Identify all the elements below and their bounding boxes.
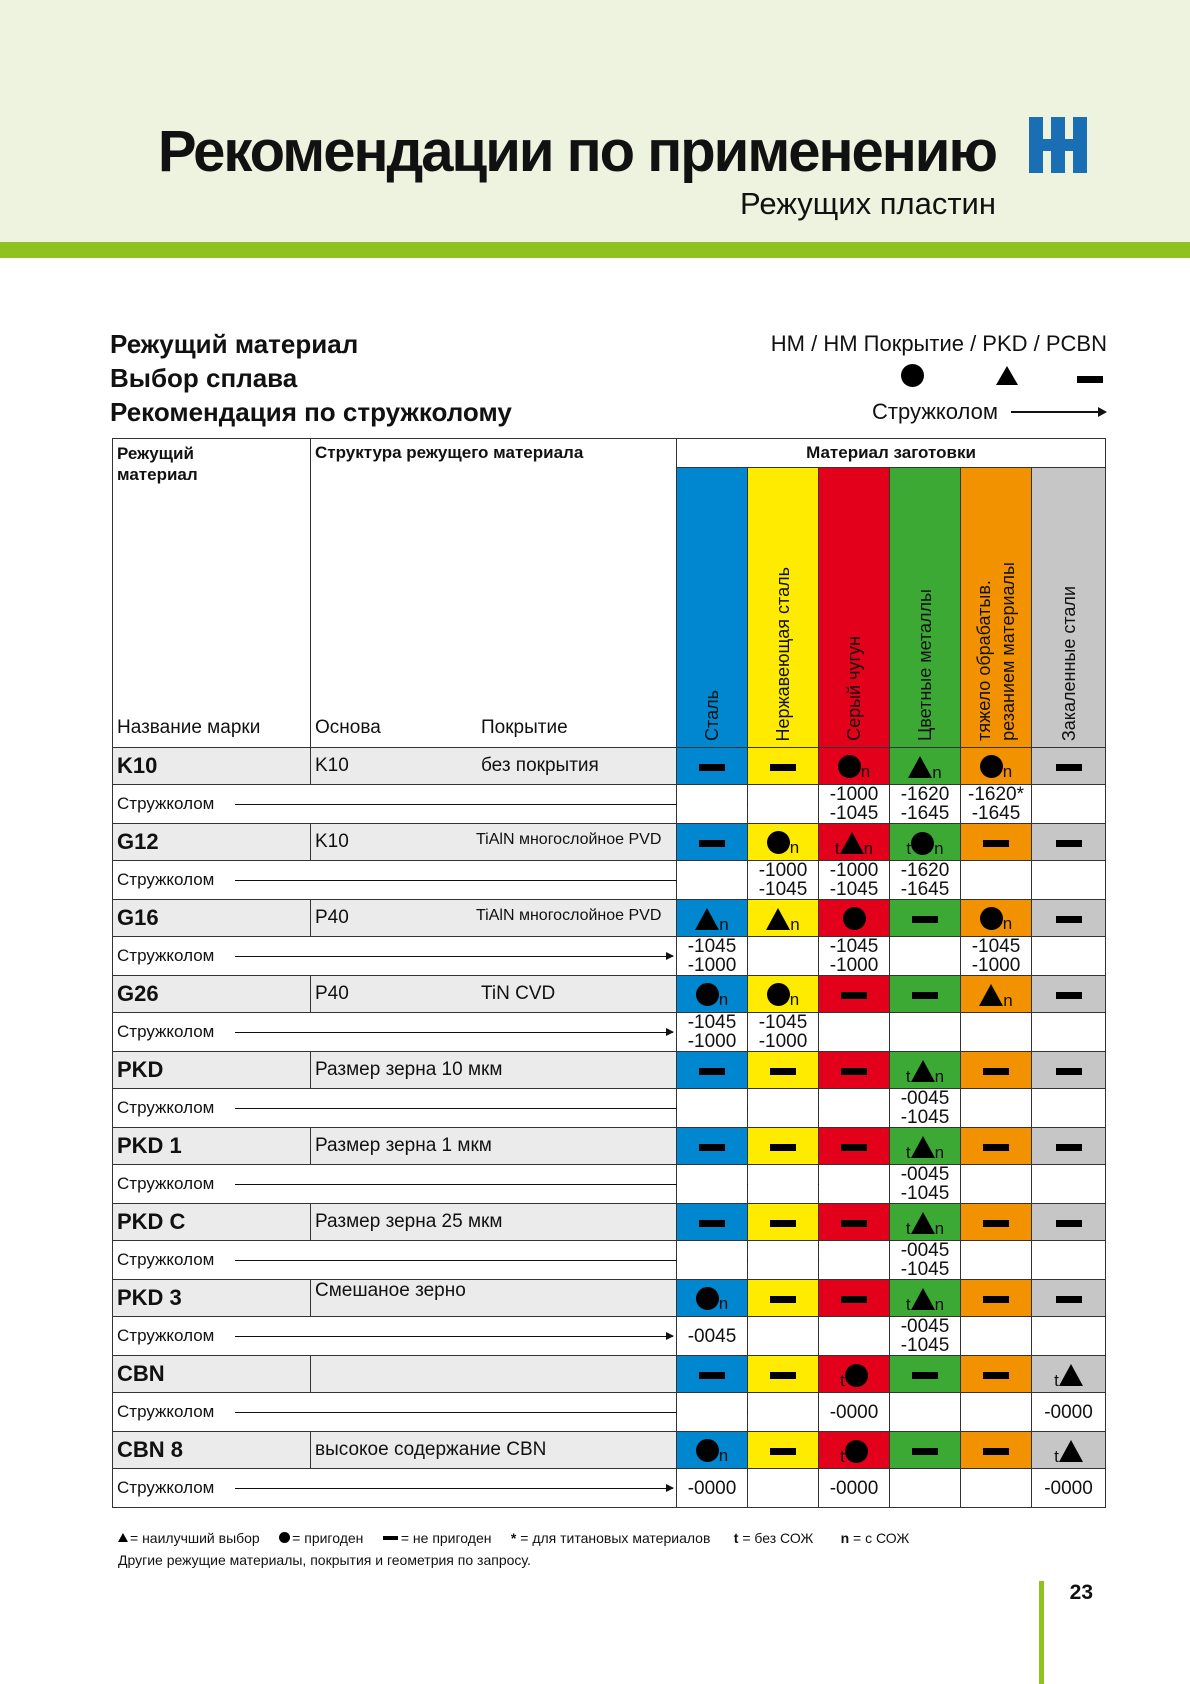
not-suitable-dash-icon [748, 1128, 819, 1165]
chipbreaker-label: Стружколом [117, 1402, 215, 1421]
not-suitable-dash-icon [961, 1280, 1032, 1317]
chipbreaker-code: -0000 [829, 1401, 879, 1423]
grade-structure [311, 1356, 677, 1393]
not-suitable-dash-icon [819, 1128, 890, 1165]
not-suitable-dash-icon [961, 1432, 1032, 1469]
chipbreaker-value [961, 937, 1032, 976]
col1-grade-label: Название марки [117, 717, 261, 738]
chipbreaker-value [890, 1089, 961, 1128]
chipbreaker-label: Стружколом [117, 1250, 215, 1269]
page-title: Рекомендации по применению [157, 119, 996, 184]
chipbreaker-value [961, 861, 1032, 900]
chipbreaker-value [748, 1013, 819, 1052]
chipbreaker-code: -0045 -1045 [900, 1240, 950, 1280]
col-cutting-material-header [113, 439, 311, 748]
chipbreaker-cell [113, 1089, 677, 1128]
chipbreaker-value [890, 1317, 961, 1356]
not-suitable-dash-icon [748, 1356, 819, 1393]
chipbreaker-value [1032, 785, 1106, 824]
not-suitable-dash-icon [1032, 976, 1106, 1013]
chipbreaker-value [677, 1089, 748, 1128]
chipbreaker-code: -1000 -1045 [758, 860, 808, 900]
workpiece-header: Материал заготовки [677, 439, 1106, 468]
workpiece-col-2 [819, 467, 890, 747]
chipbreaker-value [819, 1013, 890, 1052]
suitable-circle-coolant-icon: n [677, 1280, 748, 1317]
chipbreaker-value [677, 861, 748, 900]
suitable-circle-coolant-icon: n [748, 824, 819, 861]
not-suitable-dash-icon [677, 1128, 748, 1165]
chipbreaker-value [1032, 1165, 1106, 1204]
grade-coating: без покрытия [481, 755, 599, 776]
not-suitable-dash-icon [1032, 1204, 1106, 1241]
not-suitable-dash-icon [677, 748, 748, 785]
chipbreaker-code: -0045 [687, 1325, 737, 1347]
chipbreaker-value [890, 1469, 961, 1508]
chipbreaker-value [748, 1165, 819, 1204]
not-suitable-dash-icon [1032, 1280, 1106, 1317]
grade-base: Размер зерна 1 мкм [315, 1135, 492, 1156]
workpiece-col-label: Закаленные стали [1058, 585, 1079, 741]
intro-line-alloy: Выбор сплава [110, 363, 298, 393]
legend-n-key: n [840, 1530, 850, 1546]
best-triangle-dry-coolant-icon: t n [890, 1280, 961, 1317]
grade-coating: TiAlN многослойное PVD [476, 831, 662, 848]
chipbreaker-value [961, 1393, 1032, 1432]
chipbreaker-row [113, 1317, 1106, 1356]
not-suitable-dash-icon [961, 1052, 1032, 1089]
chipbreaker-label: Стружколом [117, 946, 215, 965]
grade-row [113, 1204, 1106, 1241]
not-suitable-dash-icon [677, 824, 748, 861]
workpiece-col-1 [748, 467, 819, 747]
banner-accent-bar [0, 242, 1190, 258]
grade-name: PKD [113, 1052, 311, 1089]
chipbreaker-value [961, 1013, 1032, 1052]
legend-footer: = наилучший выбор = пригоден = не пригоден * = для титановых материалов t = без СОЖ n = с СОЖ [118, 1530, 909, 1546]
page-number-bar [1039, 1581, 1044, 1684]
footer-note: Другие режущие материалы, покрытия и геометрия по запросу. [118, 1552, 531, 1568]
best-triangle-dry-icon: t [1032, 1356, 1106, 1393]
chipbreaker-value [819, 1241, 890, 1280]
chipbreaker-label: Стружколом [117, 1478, 215, 1497]
chipbreaker-arrow-icon [235, 1336, 673, 1337]
not-suitable-dash-icon [1032, 1052, 1106, 1089]
not-suitable-dash-icon [748, 1432, 819, 1469]
grade-name: G16 [113, 900, 311, 937]
col2-title: Структура режущего материала [315, 443, 584, 462]
best-triangle-dry-coolant-icon: t n [890, 1128, 961, 1165]
workpiece-col-0 [677, 467, 748, 747]
chipbreaker-value [1032, 1241, 1106, 1280]
chipbreaker-value [1032, 1469, 1106, 1508]
grade-base: P40 [315, 907, 349, 928]
suitable-circle-coolant-icon: n [819, 748, 890, 785]
not-suitable-dash-icon [961, 1204, 1032, 1241]
chipbreaker-value [819, 1393, 890, 1432]
chipbreaker-value [748, 937, 819, 976]
workpiece-col-label: Серый чугун [844, 636, 864, 741]
chipbreaker-cell [113, 1241, 677, 1280]
chipbreaker-value [890, 1013, 961, 1052]
chipbreaker-code: -0045 -1045 [900, 1088, 950, 1128]
legend-titan-text: = для титановых материалов [520, 1530, 711, 1546]
grade-row [113, 1432, 1106, 1469]
not-suitable-dash-icon [890, 1432, 961, 1469]
page-number: 23 [1069, 1581, 1093, 1604]
header-row [113, 439, 1106, 468]
chipbreaker-value [890, 1241, 961, 1280]
grade-row [113, 1128, 1106, 1165]
company-logo-icon [1029, 117, 1087, 173]
best-triangle-dry-coolant-icon: t n [890, 1204, 961, 1241]
best-triangle-coolant-icon: n [890, 748, 961, 785]
intro-chipbreaker-label: Стружколом [872, 399, 998, 424]
chipbreaker-value [1032, 937, 1106, 976]
chipbreaker-value [677, 785, 748, 824]
grade-structure [311, 900, 677, 937]
grade-structure [311, 1432, 677, 1469]
not-suitable-dash-icon [748, 1204, 819, 1241]
workpiece-col-label: Цветные металлы [915, 588, 935, 741]
grade-structure [311, 1280, 677, 1317]
chipbreaker-code: -0045 -1045 [900, 1164, 950, 1204]
chipbreaker-value [748, 1317, 819, 1356]
best-triangle-dry-coolant-icon: t n [819, 824, 890, 861]
grade-base: Размер зерна 10 мкм [315, 1059, 503, 1080]
chipbreaker-value [961, 1089, 1032, 1128]
grade-name: G12 [113, 824, 311, 861]
chipbreaker-code: -1045 -1000 [687, 1012, 737, 1052]
suitable-circle-coolant-icon: n [961, 748, 1032, 785]
grade-name: PKD 1 [113, 1128, 311, 1165]
chipbreaker-value [819, 937, 890, 976]
suitable-circle-coolant-icon: n [677, 1432, 748, 1469]
grade-structure [311, 824, 677, 861]
chipbreaker-value [677, 1013, 748, 1052]
not-suitable-dash-icon [677, 1204, 748, 1241]
chipbreaker-arrow-icon [235, 956, 673, 957]
chipbreaker-value [677, 1469, 748, 1508]
chipbreaker-value [819, 785, 890, 824]
best-triangle-dry-icon: t [1032, 1432, 1106, 1469]
chipbreaker-cell [113, 1013, 677, 1052]
chipbreaker-arrow-icon [235, 1488, 673, 1489]
chipbreaker-row [113, 1241, 1106, 1280]
legend-triangle-icon [996, 366, 1018, 395]
chipbreaker-value [748, 1089, 819, 1128]
not-suitable-dash-icon [961, 1128, 1032, 1165]
grade-base: Размер зерна 25 мкм [315, 1211, 503, 1232]
chipbreaker-row [113, 1165, 1106, 1204]
not-suitable-dash-icon [1032, 900, 1106, 937]
chipbreaker-row [113, 937, 1106, 976]
chipbreaker-value [748, 1241, 819, 1280]
legend-t-text: = без СОЖ [738, 1530, 814, 1546]
chipbreaker-code: -1620 -1645 [900, 784, 950, 824]
chipbreaker-code: -1045 -1000 [687, 936, 737, 976]
grade-name: CBN 8 [113, 1432, 311, 1469]
grade-row [113, 976, 1106, 1013]
chipbreaker-code: -0045 -1045 [900, 1316, 950, 1356]
chipbreaker-value [819, 1165, 890, 1204]
chipbreaker-cell [113, 785, 677, 824]
grade-row [113, 900, 1106, 937]
chipbreaker-value [677, 1317, 748, 1356]
grade-base: K10 [315, 831, 349, 852]
best-triangle-dry-coolant-icon: t n [890, 1052, 961, 1089]
chipbreaker-cell [113, 1165, 677, 1204]
chipbreaker-code: -0000 [687, 1477, 737, 1499]
chipbreaker-value [677, 1165, 748, 1204]
grade-structure [311, 1052, 677, 1089]
grade-base: P40 [315, 983, 349, 1004]
best-triangle-coolant-icon: n [748, 900, 819, 937]
col2-base-label: Основа [315, 717, 381, 738]
grade-coating: TiAlN многослойное PVD [476, 907, 662, 924]
chipbreaker-value [890, 937, 961, 976]
legend-circle-icon [901, 364, 924, 396]
intro-materials-list: HM / HM Покрытие / PKD / PCBN [770, 331, 1107, 356]
chipbreaker-code: -1045 -1000 [829, 936, 879, 976]
chipbreaker-label: Стружколом [117, 794, 215, 813]
chipbreaker-value [890, 861, 961, 900]
legend-dash-icon [1077, 376, 1103, 400]
grade-name: PKD C [113, 1204, 311, 1241]
not-suitable-dash-icon [748, 1280, 819, 1317]
not-suitable-dash-icon [890, 976, 961, 1013]
chipbreaker-value [1032, 861, 1106, 900]
chipbreaker-code: -0000 [1044, 1477, 1093, 1499]
legend-t-key: t [733, 1530, 739, 1546]
suitable-circle-dry-icon: t [819, 1356, 890, 1393]
col-structure-header [311, 439, 677, 748]
col2-coating-label: Покрытие [481, 717, 568, 738]
not-suitable-dash-icon [819, 976, 890, 1013]
legend-n-text: = с СОЖ [849, 1530, 910, 1546]
chipbreaker-row [113, 861, 1106, 900]
not-suitable-dash-icon [748, 748, 819, 785]
chipbreaker-cell [113, 1469, 677, 1508]
chipbreaker-row [113, 1469, 1106, 1508]
not-suitable-dash-icon [890, 1356, 961, 1393]
chipbreaker-label: Стружколом [117, 1022, 215, 1041]
grade-structure [311, 1204, 677, 1241]
chipbreaker-value [1032, 1393, 1106, 1432]
intro-line-chipbreaker: Рекомендация по стружколому [110, 397, 512, 427]
grade-structure [311, 748, 677, 785]
not-suitable-dash-icon [890, 900, 961, 937]
grade-base: высокое содержание CBN [315, 1439, 547, 1460]
grade-name: CBN [113, 1356, 311, 1393]
chipbreaker-value [890, 1393, 961, 1432]
chipbreaker-code: -1000 -1045 [829, 860, 879, 900]
workpiece-col-label: Сталь [702, 690, 722, 741]
chipbreaker-value [890, 1165, 961, 1204]
not-suitable-dash-icon [819, 1052, 890, 1089]
chipbreaker-row [113, 1393, 1106, 1432]
chipbreaker-row [113, 785, 1106, 824]
chipbreaker-value [748, 785, 819, 824]
not-suitable-dash-icon [677, 1356, 748, 1393]
chipbreaker-cell [113, 937, 677, 976]
chipbreaker-value [961, 1469, 1032, 1508]
chipbreaker-cell [113, 861, 677, 900]
chipbreaker-cell [113, 1317, 677, 1356]
chipbreaker-value [1032, 1013, 1106, 1052]
chipbreaker-arrow-icon [235, 1032, 673, 1033]
not-suitable-dash-icon [819, 1280, 890, 1317]
recommendation-table [112, 438, 1106, 1508]
col1-title: Режущий материал [117, 444, 198, 484]
chipbreaker-code: -1000 -1045 [829, 784, 879, 824]
chipbreaker-value [1032, 1089, 1106, 1128]
chipbreaker-value [819, 1317, 890, 1356]
workpiece-col-4 [961, 467, 1032, 747]
grade-structure [311, 1128, 677, 1165]
grade-row [113, 1052, 1106, 1089]
best-triangle-coolant-icon: n [961, 976, 1032, 1013]
grade-name: PKD 3 [113, 1280, 311, 1317]
grade-base: K10 [315, 755, 349, 776]
chipbreaker-value [819, 1469, 890, 1508]
chipbreaker-label: Стружколом [117, 1098, 215, 1117]
grade-row [113, 748, 1106, 785]
chipbreaker-value [748, 861, 819, 900]
intro-line-material: Режущий материал [110, 329, 359, 359]
chipbreaker-value [748, 1469, 819, 1508]
suitable-circle-coolant-icon: n [961, 900, 1032, 937]
chipbreaker-value [677, 937, 748, 976]
chipbreaker-label: Стружколом [117, 870, 215, 889]
not-suitable-dash-icon [677, 1052, 748, 1089]
workpiece-col-label: тяжело обрабатыв. резанием материалы [974, 562, 1018, 741]
chipbreaker-value [961, 785, 1032, 824]
chipbreaker-value [890, 785, 961, 824]
not-suitable-dash-icon [819, 1204, 890, 1241]
workpiece-col-3 [890, 467, 961, 747]
legend-best-text: = наилучший выбор [130, 1530, 260, 1546]
workpiece-col-5 [1032, 467, 1106, 747]
not-suitable-dash-icon [1032, 748, 1106, 785]
grade-name: G26 [113, 976, 311, 1013]
not-suitable-dash-icon [1032, 824, 1106, 861]
chipbreaker-value [961, 1165, 1032, 1204]
not-suitable-dash-icon [961, 824, 1032, 861]
not-suitable-dash-icon [748, 1052, 819, 1089]
chipbreaker-value [961, 1241, 1032, 1280]
suitable-circle-icon [819, 900, 890, 937]
grade-row [113, 824, 1106, 861]
chipbreaker-code: -1620 -1645 [900, 860, 950, 900]
chipbreaker-value [677, 1241, 748, 1280]
chipbreaker-value [1032, 1317, 1106, 1356]
grade-coating: TiN CVD [481, 983, 556, 1004]
grade-name: K10 [113, 748, 311, 785]
chipbreaker-row [113, 1089, 1106, 1128]
chipbreaker-row [113, 1013, 1106, 1052]
legend-suitable-text: = пригоден [292, 1530, 364, 1546]
intro-arrow-icon [1011, 411, 1105, 413]
not-suitable-dash-icon [961, 1356, 1032, 1393]
suitable-circle-dry-coolant-icon: t n [890, 824, 961, 861]
chipbreaker-code: -0000 [1044, 1401, 1093, 1423]
grade-row [113, 1280, 1106, 1317]
page-subtitle: Режущих пластин [740, 186, 996, 221]
best-triangle-coolant-icon: n [677, 900, 748, 937]
grade-base: Смешаное зерно [315, 1280, 466, 1301]
chipbreaker-arrow-icon [235, 880, 744, 881]
not-suitable-dash-icon [1032, 1128, 1106, 1165]
chipbreaker-label: Стружколом [117, 1326, 215, 1345]
suitable-circle-coolant-icon: n [748, 976, 819, 1013]
chipbreaker-value [819, 861, 890, 900]
grade-structure [311, 976, 677, 1013]
suitable-circle-dry-icon: t [819, 1432, 890, 1469]
chipbreaker-code: -1620* -1645 [968, 784, 1024, 824]
chipbreaker-cell [113, 1393, 677, 1432]
grade-row [113, 1356, 1106, 1393]
chipbreaker-code: -1045 -1000 [758, 1012, 808, 1052]
legend-not-suitable-text: = не пригоден [400, 1530, 492, 1546]
chipbreaker-value [748, 1393, 819, 1432]
chipbreaker-value [677, 1393, 748, 1432]
suitable-circle-coolant-icon: n [677, 976, 748, 1013]
chipbreaker-code: -0000 [829, 1477, 879, 1499]
chipbreaker-value [819, 1089, 890, 1128]
chipbreaker-code: -1045 -1000 [971, 936, 1021, 976]
chipbreaker-label: Стружколом [117, 1174, 215, 1193]
chipbreaker-value [961, 1317, 1032, 1356]
workpiece-col-label: Нержавеющая сталь [773, 566, 793, 741]
